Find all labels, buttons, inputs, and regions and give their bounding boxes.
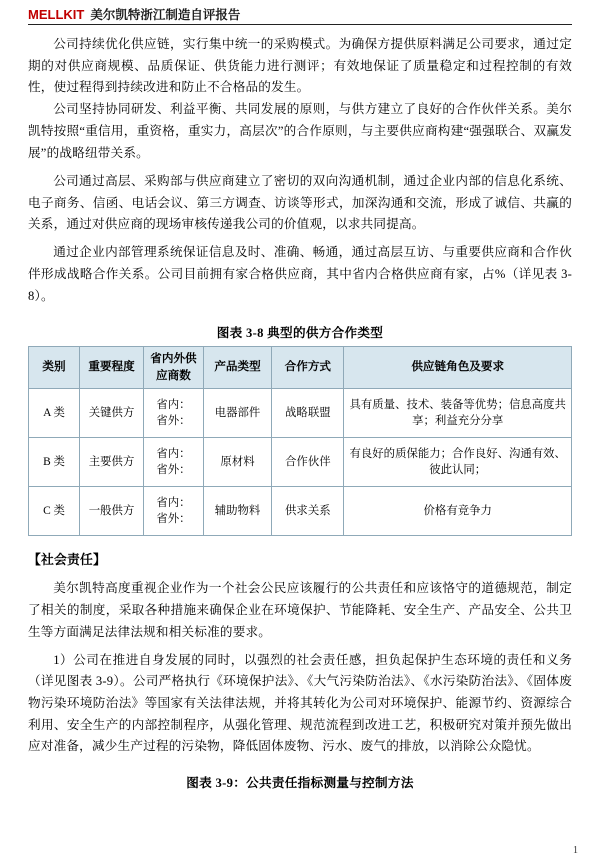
- figure-3-8-title: 图表 3-8 典型的供方合作类型: [216, 325, 384, 340]
- cell-importance: 一般供方: [80, 487, 144, 536]
- document-header: [28, 0, 572, 25]
- cell-cooperation-mode: 战略联盟: [272, 389, 344, 438]
- cell-supplier-count: 省内： 省外：: [144, 438, 204, 487]
- document-body: [28, 25, 572, 791]
- section-heading-social-responsibility: 【社会责任】: [28, 553, 106, 568]
- cell-supplier-count: 省内： 省外：: [144, 389, 204, 438]
- cell-product-type: 电器部件: [203, 389, 271, 438]
- cell-supply-chain-role: 具有质量、技术、装备等优势；信息高度共享；利益充分分享: [344, 389, 572, 438]
- cell-supply-chain-role: 价格有竞争力: [344, 487, 572, 536]
- page-number: 1: [573, 845, 578, 856]
- cell-supply-chain-role: 有良好的质保能力；合作良好、沟通有效、彼此认同；: [344, 438, 572, 487]
- table-row: [29, 487, 572, 536]
- figure-3-9-title: 图表 3-9：公共责任指标测量与控制方法: [186, 776, 414, 791]
- cell-category: B 类: [29, 438, 80, 487]
- cell-cooperation-mode: 合作伙伴: [272, 438, 344, 487]
- cell-importance: 主要供方: [80, 438, 144, 487]
- table-header-row: [29, 346, 572, 389]
- cell-supplier-count: 省内： 省外：: [144, 487, 204, 536]
- cell-product-type: 辅助物料: [203, 487, 271, 536]
- paragraph: 1）公司在推进自身发展的同时，以强烈的社会责任感，担负起保护生态环境的责任和义务（详见图表 3-9）。公司严格执行《环境保护法》、《大气污染防治法》、《水污染防治法》、《固体废物污染环境防治法》等国家有关法律法规，并将其转化为公司对环境保护、能源节约、资源综合利用、安全生产的内部控制程序，从强化管理、规范流程到改进工艺，积极研究对策并预先做出应对准备，减少生产过程的污染物，降低固体废物、污水、废气的排放，以消除公众隐忧。: [28, 652, 572, 754]
- cell-importance: 关键供方: [80, 389, 144, 438]
- column-header-importance: 重要程度: [80, 346, 144, 389]
- paragraph: 美尔凯特高度重视企业作为一个社会公民应该履行的公共责任和应该恪守的道德规范，制定了相关的制度，采取各种措施来确保企业在环境保护、节能降耗、安全生产、产品安全、公共卫生等方面满足法律法规和相关标准的要求。: [28, 581, 572, 639]
- cell-cooperation-mode: 供求关系: [272, 487, 344, 536]
- header-title: 美尔凯特浙江制造自评报告: [90, 7, 241, 22]
- paragraph: 通过企业内部管理系统保证信息及时、准确、畅通，通过高层互访、与重要供应商和合作伙伴形成战略合作关系。公司目前拥有家合格供应商，其中省内合格供应商有家，占%（详见表 3-8）。: [28, 245, 572, 303]
- supplier-cooperation-table: [28, 346, 572, 537]
- paragraph: 公司通过高层、采购部与供应商建立了密切的双向沟通机制，通过企业内部的信息化系统、电子商务、信函、电话会议、第三方调查、访谈等形式，加深沟通和交流，形成了诚信、共赢的关系，通过对供应商的现场审核传递我公司的价值观，以求共同提高。: [28, 173, 572, 232]
- cell-category: C 类: [29, 487, 80, 536]
- brand-logo: MELLKIT: [28, 7, 85, 22]
- column-header-supplier-count: 省内外供应商数: [144, 346, 204, 389]
- cell-category: A 类: [29, 389, 80, 438]
- paragraph: 公司坚持协同研发、利益平衡、共同发展的原则，与供方建立了良好的合作伙伴关系。美尔凯特按照“重信用，重资格，重实力，高层次”的合作原则，与主要供应商构建“强强联合、双赢发展”的战略纽带关系。: [28, 102, 572, 160]
- paragraph: 公司持续优化供应链，实行集中统一的采购模式。为确保方提供原料满足公司要求，通过定期的对供应商规模、品质保证、供货能力进行测评；有效地保证了质量稳定和过程控制的有效性，使过程得到持续改进和防止不合格品的发生。: [28, 37, 572, 95]
- cell-product-type: 原材料: [203, 438, 271, 487]
- table-row: [29, 438, 572, 487]
- column-header-category: 类别: [29, 346, 80, 389]
- column-header-cooperation-mode: 合作方式: [272, 346, 344, 389]
- column-header-supply-chain-role: 供应链角色及要求: [344, 346, 572, 389]
- column-header-product-type: 产品类型: [203, 346, 271, 389]
- table-row: [29, 389, 572, 438]
